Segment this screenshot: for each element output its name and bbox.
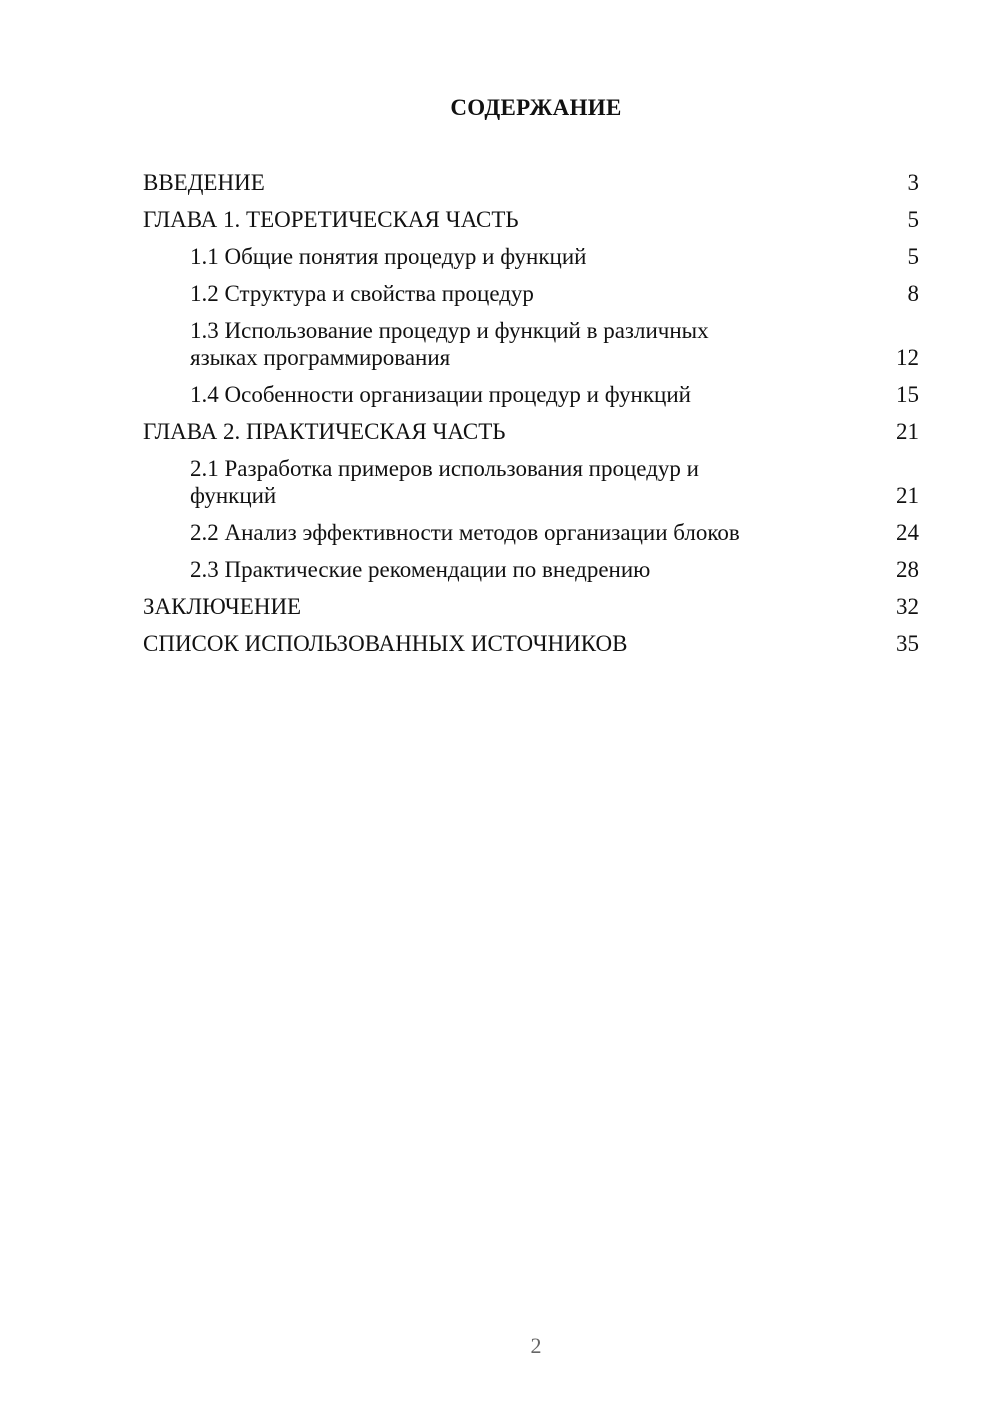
toc-entry-chapter-2[interactable] [143, 418, 919, 445]
toc-entry-page: 15 [896, 382, 919, 407]
toc-entry-chapter-1[interactable] [143, 206, 919, 233]
toc-entry-label: ГЛАВА 2. ПРАКТИЧЕСКАЯ ЧАСТЬ [143, 419, 506, 444]
toc-entry-label: 2.3 Практические рекомендации по внедрению [190, 557, 651, 582]
toc-entry-label: 1.1 Общие понятия процедур и функций [190, 244, 587, 269]
toc-entry-section-1-3[interactable] [143, 317, 919, 371]
toc-entry-section-2-2[interactable] [143, 519, 919, 546]
toc-entry-section-1-2[interactable] [143, 280, 919, 307]
toc-entry-page: 24 [896, 520, 919, 545]
toc-entry-page: 35 [896, 631, 919, 656]
toc-entry-label: ЗАКЛЮЧЕНИЕ [143, 594, 302, 619]
toc-entry-page: 32 [896, 594, 919, 619]
toc-entry-label: 1.3 Использование процедур и функций в различных языках программирования [190, 318, 709, 370]
toc-entry-label: 2.1 Разработка примеров использования процедур и функций [190, 456, 699, 508]
toc-entry-label: 1.4 Особенности организации процедур и функций [190, 382, 691, 407]
toc-entry-label: СПИСОК ИСПОЛЬЗОВАННЫХ ИСТОЧНИКОВ [143, 631, 628, 656]
toc-entry-page: 21 [896, 483, 919, 508]
table-of-contents [143, 169, 919, 667]
toc-entry-page: 28 [896, 557, 919, 582]
toc-entry-page: 8 [907, 281, 919, 306]
toc-entry-label: 2.2 Анализ эффективности методов организации блоков [190, 520, 740, 545]
toc-entry-label: ВВЕДЕНИЕ [143, 170, 265, 195]
toc-entry-page: 21 [896, 419, 919, 444]
toc-entry-references[interactable] [143, 630, 919, 657]
toc-entry-page: 3 [907, 170, 919, 195]
toc-entry-section-1-1[interactable] [143, 243, 919, 270]
page-title: СОДЕРЖАНИЕ [450, 95, 622, 120]
page-number: 2 [530, 1333, 542, 1358]
toc-entry-label: 1.2 Структура и свойства процедур [190, 281, 534, 306]
toc-entry-introduction[interactable] [143, 169, 919, 196]
toc-entry-page: 5 [907, 244, 919, 269]
toc-entry-section-2-1[interactable] [143, 455, 919, 509]
toc-entry-label: ГЛАВА 1. ТЕОРЕТИЧЕСКАЯ ЧАСТЬ [143, 207, 519, 232]
toc-entry-page: 5 [907, 207, 919, 232]
toc-entry-section-2-3[interactable] [143, 556, 919, 583]
toc-entry-section-1-4[interactable] [143, 381, 919, 408]
toc-entry-conclusion[interactable] [143, 593, 919, 620]
toc-entry-page: 12 [896, 345, 919, 370]
